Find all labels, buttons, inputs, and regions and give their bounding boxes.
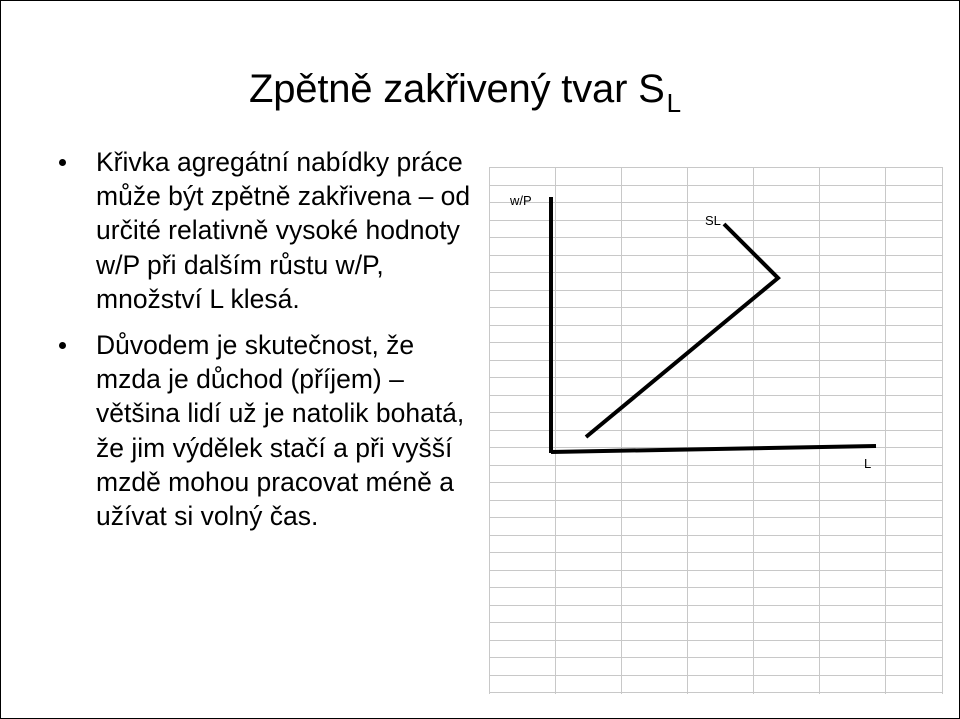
title-subscript: L (666, 88, 681, 118)
title-main: Zpětně zakřivený tvar S (249, 67, 665, 111)
bullet-item (59, 328, 479, 533)
bullet-text: Důvodem je skutečnost, že mzda je důchod (příjem) – většina lidí už je natolik bohatá, že jim výdělek stačí a při vyšší mzdě mohou pracovat méně a užívat si volný čas. (96, 330, 465, 532)
grid-background (489, 167, 943, 694)
bullet-text: Křivka agregátní nabídky práce může být zpětně zakřivena – od určité relativně vysoké hodnoty w/P při dalším růstu w/P, množství L klesá. (96, 147, 471, 314)
bullet-list (59, 145, 479, 545)
bullet-item (59, 145, 479, 316)
x-axis-label: L (864, 456, 872, 471)
bullet-dot-icon (59, 342, 66, 349)
slide-title (249, 67, 681, 119)
y-axis-label: w/P (510, 193, 532, 208)
labor-supply-figure (489, 167, 944, 695)
curve-label: SL (705, 213, 721, 228)
x-axis (551, 446, 876, 452)
bullet-dot-icon (59, 159, 66, 166)
